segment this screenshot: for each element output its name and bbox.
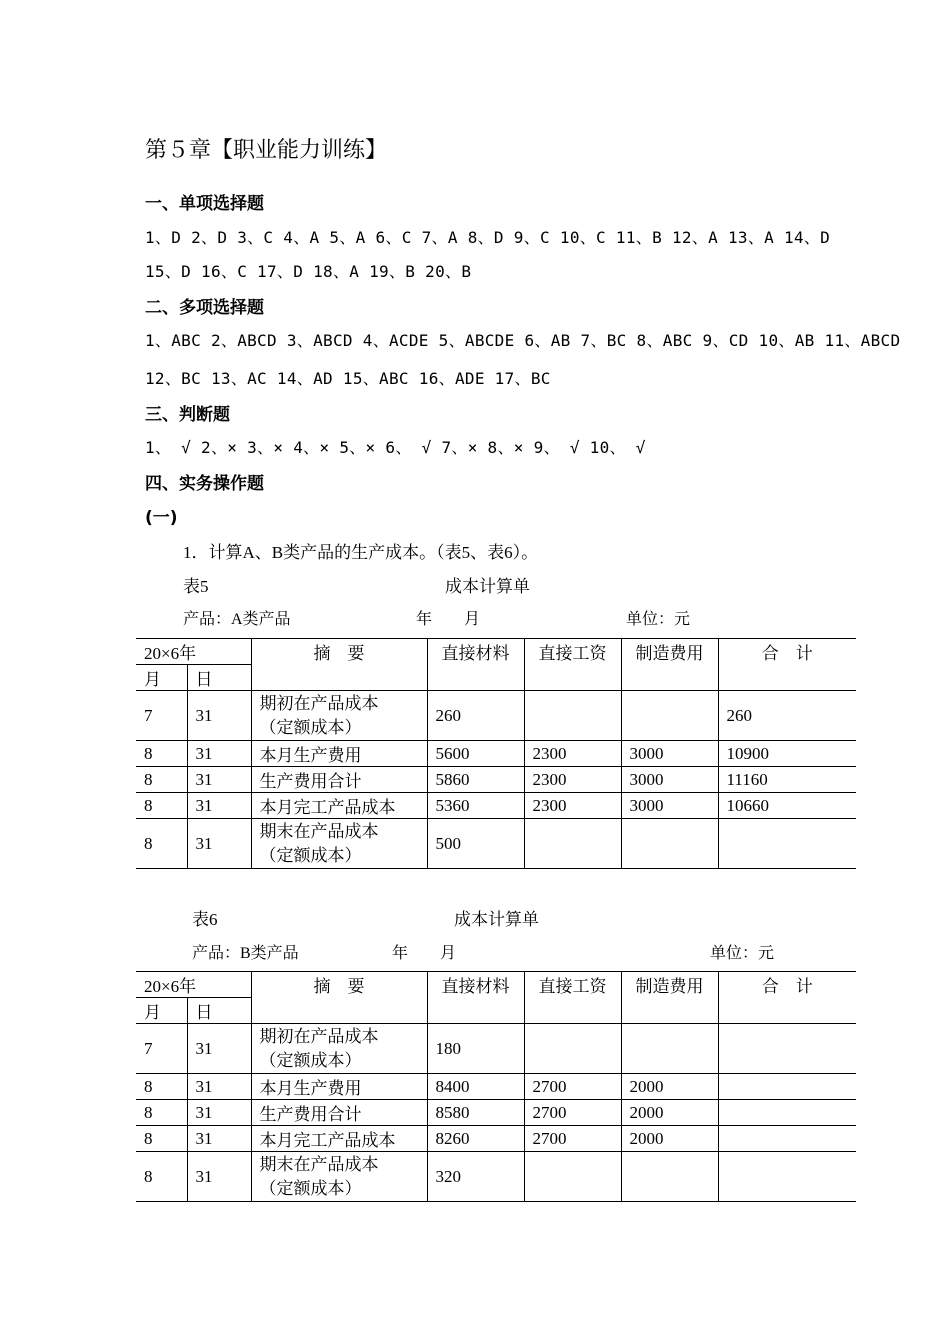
cell-summary: 本月生产费用 [251, 741, 427, 767]
cell-overhead [621, 1024, 718, 1074]
table5-year-month: 年 月 [416, 611, 481, 628]
cell-material: 5860 [427, 767, 524, 793]
cell-summary: 本月生产费用 [251, 1074, 427, 1100]
cell-summary: 生产费用合计 [251, 767, 427, 793]
cell-total [718, 1074, 856, 1100]
table6-title: 成本计算单 [454, 910, 539, 929]
cell-labor [524, 1024, 621, 1074]
cell-day: 31 [187, 1024, 251, 1074]
chapter-title: 第５章【职业能力训练】 [145, 137, 388, 162]
section-multi-title: 二、多项选择题 [145, 298, 264, 318]
cell-day: 31 [187, 741, 251, 767]
cell-day: 31 [187, 1074, 251, 1100]
cell-summary: 期初在产品成本 （定额成本） [251, 1024, 427, 1074]
cell-overhead [621, 819, 718, 869]
cell-day: 31 [187, 1152, 251, 1202]
cell-material: 8400 [427, 1074, 524, 1100]
cell-overhead [621, 1152, 718, 1202]
multi-answers-line2: 12、BC 13、AC 14、AD 15、ABC 16、ADE 17、BC [145, 369, 551, 388]
table5-label: 表5 [183, 577, 209, 596]
header-month: 月 [136, 998, 187, 1024]
table5-unit: 单位：元 [626, 611, 691, 628]
cell-material: 260 [427, 691, 524, 741]
cell-summary: 期初在产品成本 （定额成本） [251, 691, 427, 741]
table6-unit: 单位：元 [710, 945, 775, 962]
cell-month: 8 [136, 741, 187, 767]
single-answers-line2: 15、D 16、C 17、D 18、A 19、B 20、B [145, 262, 472, 281]
cell-labor: 2700 [524, 1074, 621, 1100]
cell-day: 31 [187, 819, 251, 869]
table-row [136, 1152, 856, 1202]
cell-total [718, 1126, 856, 1152]
header-day: 日 [187, 665, 251, 691]
cell-labor: 2700 [524, 1100, 621, 1126]
cell-overhead: 3000 [621, 793, 718, 819]
cell-month: 8 [136, 767, 187, 793]
cell-overhead [621, 691, 718, 741]
table6-year-month: 年 月 [392, 945, 457, 962]
header-material: 直接材料 [427, 639, 524, 691]
table-row [136, 1126, 856, 1152]
header-labor: 直接工资 [524, 972, 621, 1024]
table-row [136, 767, 856, 793]
header-year: 20×6年 [136, 972, 251, 998]
table-row [136, 819, 856, 869]
cell-overhead: 3000 [621, 767, 718, 793]
header-material: 直接材料 [427, 972, 524, 1024]
cell-total [718, 819, 856, 869]
cell-month: 8 [136, 819, 187, 869]
section-judge-title: 三、判断题 [145, 405, 230, 425]
cell-month: 8 [136, 1100, 187, 1126]
header-summary: 摘 要 [251, 972, 427, 1024]
cell-overhead: 2000 [621, 1126, 718, 1152]
cell-day: 31 [187, 691, 251, 741]
cell-month: 8 [136, 1152, 187, 1202]
header-year: 20×6年 [136, 639, 251, 665]
header-summary: 摘 要 [251, 639, 427, 691]
cell-summary: 本月完工产品成本 [251, 793, 427, 819]
table-row [136, 1074, 856, 1100]
cell-material: 5360 [427, 793, 524, 819]
cell-summary: 期末在产品成本 （定额成本） [251, 819, 427, 869]
cell-labor: 2300 [524, 793, 621, 819]
table-row [136, 793, 856, 819]
cell-day: 31 [187, 1126, 251, 1152]
header-month: 月 [136, 665, 187, 691]
table6-label: 表6 [192, 910, 218, 929]
cell-labor: 2700 [524, 1126, 621, 1152]
table6-product: 产品：B类产品 [192, 945, 299, 962]
table-row [136, 741, 856, 767]
cell-labor [524, 819, 621, 869]
header-total: 合 计 [718, 639, 856, 691]
cell-total: 10660 [718, 793, 856, 819]
cell-day: 31 [187, 767, 251, 793]
cell-material: 500 [427, 819, 524, 869]
table-row [136, 1024, 856, 1074]
cell-labor [524, 1152, 621, 1202]
cell-month: 8 [136, 1074, 187, 1100]
practice-task: 1．计算A、B类产品的生产成本。（表5、表6）。 [183, 543, 539, 562]
single-answers-line1: 1、D 2、D 3、C 4、A 5、A 6、C 7、A 8、D 9、C 10、C 11、B 12、A 13、A 14、D [145, 228, 831, 247]
header-total: 合 计 [718, 972, 856, 1024]
header-overhead: 制造费用 [621, 972, 718, 1024]
table6 [136, 971, 856, 1202]
cell-summary: 生产费用合计 [251, 1100, 427, 1126]
header-labor: 直接工资 [524, 639, 621, 691]
judge-answers-line1: 1、 √ 2、× 3、× 4、× 5、× 6、 √ 7、× 8、× 9、 √ 10、 √ [145, 438, 646, 457]
cell-total: 260 [718, 691, 856, 741]
table5-product: 产品：A类产品 [183, 611, 291, 628]
cell-month: 7 [136, 691, 187, 741]
cell-total [718, 1152, 856, 1202]
section-single-title: 一、单项选择题 [145, 194, 264, 214]
cell-material: 5600 [427, 741, 524, 767]
header-day: 日 [187, 998, 251, 1024]
cell-material: 320 [427, 1152, 524, 1202]
cell-material: 180 [427, 1024, 524, 1074]
cell-summary: 期末在产品成本 （定额成本） [251, 1152, 427, 1202]
cell-total [718, 1024, 856, 1074]
cell-month: 8 [136, 793, 187, 819]
table-row [136, 1100, 856, 1126]
cell-overhead: 3000 [621, 741, 718, 767]
cell-overhead: 2000 [621, 1074, 718, 1100]
table-row [136, 691, 856, 741]
practice-subsection: (一) [145, 508, 178, 528]
cell-total: 11160 [718, 767, 856, 793]
cell-labor: 2300 [524, 741, 621, 767]
cell-total [718, 1100, 856, 1126]
cell-overhead: 2000 [621, 1100, 718, 1126]
cell-summary: 本月完工产品成本 [251, 1126, 427, 1152]
cell-material: 8260 [427, 1126, 524, 1152]
cell-day: 31 [187, 793, 251, 819]
cell-day: 31 [187, 1100, 251, 1126]
header-overhead: 制造费用 [621, 639, 718, 691]
cell-month: 8 [136, 1126, 187, 1152]
table5-title: 成本计算单 [445, 577, 530, 596]
cell-material: 8580 [427, 1100, 524, 1126]
cell-labor [524, 691, 621, 741]
cell-month: 7 [136, 1024, 187, 1074]
table5 [136, 638, 856, 869]
section-practice-title: 四、实务操作题 [145, 474, 264, 494]
cell-labor: 2300 [524, 767, 621, 793]
cell-total: 10900 [718, 741, 856, 767]
multi-answers-line1: 1、ABC 2、ABCD 3、ABCD 4、ACDE 5、ABCDE 6、AB 7、BC 8、ABC 9、CD 10、AB 11、ABCD [145, 331, 901, 350]
